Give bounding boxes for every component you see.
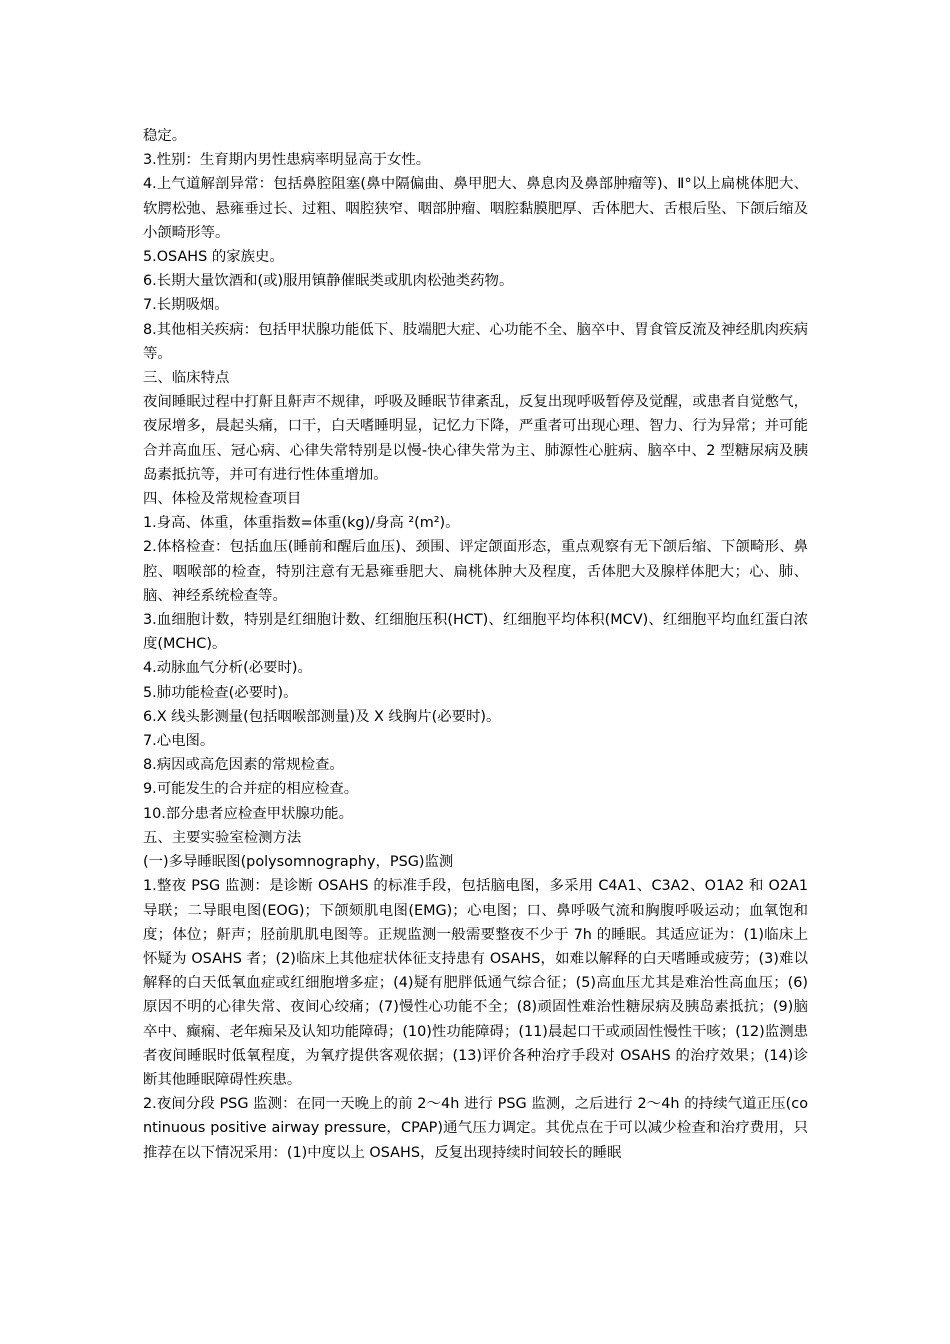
paragraph-physical-exam: 2.体格检查：包括血压(睡前和醒后血压)、颈围、评定颌面形态，重点观察有无下颌后缩、下颌畸形、鼻腔、咽喉部的检查，特别注意有无悬雍垂肥大、扁桃体肿大及程度，舌体肥大及腺样体肥大；心、肺、脑、神经系统检查等。 <box>143 539 808 604</box>
paragraph-clinical-features: 夜间睡眠过程中打鼾且鼾声不规律，呼吸及睡眠节律紊乱，反复出现呼吸暂停及觉醒，或患者自觉憋气，夜尿增多，晨起头痛，口干，白天嗜睡明显，记忆力下降，严重者可出现心理、智力、行为异常；并可能合并高血压、冠心病、心律失常特别是以慢-快心律失常为主、肺源性心脏病、脑卒中、2 型糖尿病及胰岛素抵抗等，并可有进行性体重增加。 <box>143 394 808 483</box>
paragraph-complication-exam: 9.可能发生的合并症的相应检查。 <box>143 781 359 798</box>
section-heading-lab-methods: 五、主要实验室检测方法 <box>143 829 302 846</box>
paragraph-etiology-exam: 8.病因或高危因素的常规检查。 <box>143 757 344 774</box>
paragraph-ecg: 7.心电图。 <box>143 733 215 750</box>
paragraph-other-diseases: 8.其他相关疾病：包括甲状腺功能低下、肢端肥大症、心功能不全、脑卒中、胃食管反流及神经肌肉疾病等。 <box>143 321 808 362</box>
paragraph-airway-anatomy: 4.上气道解剖异常：包括鼻腔阻塞(鼻中隔偏曲、鼻甲肥大、鼻息肉及鼻部肿瘤等)、Ⅱ°以上扁桃体肥大、软腭松弛、悬雍垂过长、过粗、咽腔狭窄、咽部肿瘤、咽腔黏膜肥厚、舌体肥大、舌根后坠、下颌后缩及小颌畸形等。 <box>143 176 808 241</box>
paragraph-stable: 稳定。 <box>143 128 187 144</box>
subsection-heading-psg: (一)多导睡眠图(polysomnography，PSG)监测 <box>143 854 454 871</box>
paragraph-bmi: 1.身高、体重，体重指数=体重(kg)/身高 ²(m²)。 <box>143 515 460 532</box>
paragraph-xray: 6.X 线头影测量(包括咽喉部测量)及 X 线胸片(必要时)。 <box>143 708 501 725</box>
paragraph-overnight-psg: 1.整夜 PSG 监测：是诊断 OSAHS 的标准手段，包括脑电图，多采用 C4A1、C3A2、O1A2 和 O2A1 导联；二导眼电图(EOG)；下颌颏肌电图(EMG)；心电图；口、鼻呼吸气流和胸腹呼吸运动；血氧饱和度；体位；鼾声；胫前肌肌电图等。正规监测一般需要整夜不少于 7h 的睡眠。其适应证为：(1)临床上怀疑为 OSAHS 者；(2)临床上其他症状体征支持患有 OSAHS，如难以解释的白天嗜睡或疲劳；(3)难以解释的白天低氧血症或红细胞增多症；(4)疑有肥胖低通气综合征；(5)高血压尤其是难治性高血压；(6)原因不明的心律失常、夜间心绞痛；(7)慢性心功能不全；(8)顽固性难治性糖尿病及胰岛素抵抗；(9)脑卒中、癫痫、老年痴呆及认知功能障碍；(10)性功能障碍；(11)晨起口干或顽固性慢性干咳；(12)监测患者夜间睡眠时低氧程度，为氧疗提供客观依据；(13)评价各种治疗手段对 OSAHS 的治疗效果；(14)诊断其他睡眠障碍性疾患。 <box>143 878 808 1088</box>
paragraph-alcohol-sedatives: 6.长期大量饮酒和(或)服用镇静催眠类或肌肉松弛类药物。 <box>143 273 514 290</box>
paragraph-smoking: 7.长期吸烟。 <box>143 297 229 314</box>
section-heading-physical-exam: 四、体检及常规检查项目 <box>143 491 302 508</box>
document-page <box>143 124 808 1165</box>
paragraph-lung-function: 5.肺功能检查(必要时)。 <box>143 684 298 701</box>
paragraph-thyroid: 10.部分患者应检查甲状腺功能。 <box>143 805 353 822</box>
paragraph-blood-count: 3.血细胞计数，特别是红细胞计数、红细胞压积(HCT)、红细胞平均体积(MCV)、红细胞平均血红蛋白浓度(MCHC)。 <box>143 612 808 653</box>
paragraph-split-night-psg: 2.夜间分段 PSG 监测：在同一天晚上的前 2～4h 进行 PSG 监测，之后进行 2～4h 的持续气道正压(continuous positive airway pressure，CPAP)通气压力调定。其优点在于可以减少检查和治疗费用，只推荐在以下情况采用：(1)中度以上 OSAHS，反复出现持续时间较长的睡眠 <box>143 1096 808 1161</box>
section-heading-clinical-features: 三、临床特点 <box>143 370 230 387</box>
paragraph-blood-gas: 4.动脉血气分析(必要时)。 <box>143 660 312 677</box>
paragraph-family-history: 5.OSAHS 的家族史。 <box>143 249 284 266</box>
paragraph-gender: 3.性别：生育期内男性患病率明显高于女性。 <box>143 152 431 169</box>
